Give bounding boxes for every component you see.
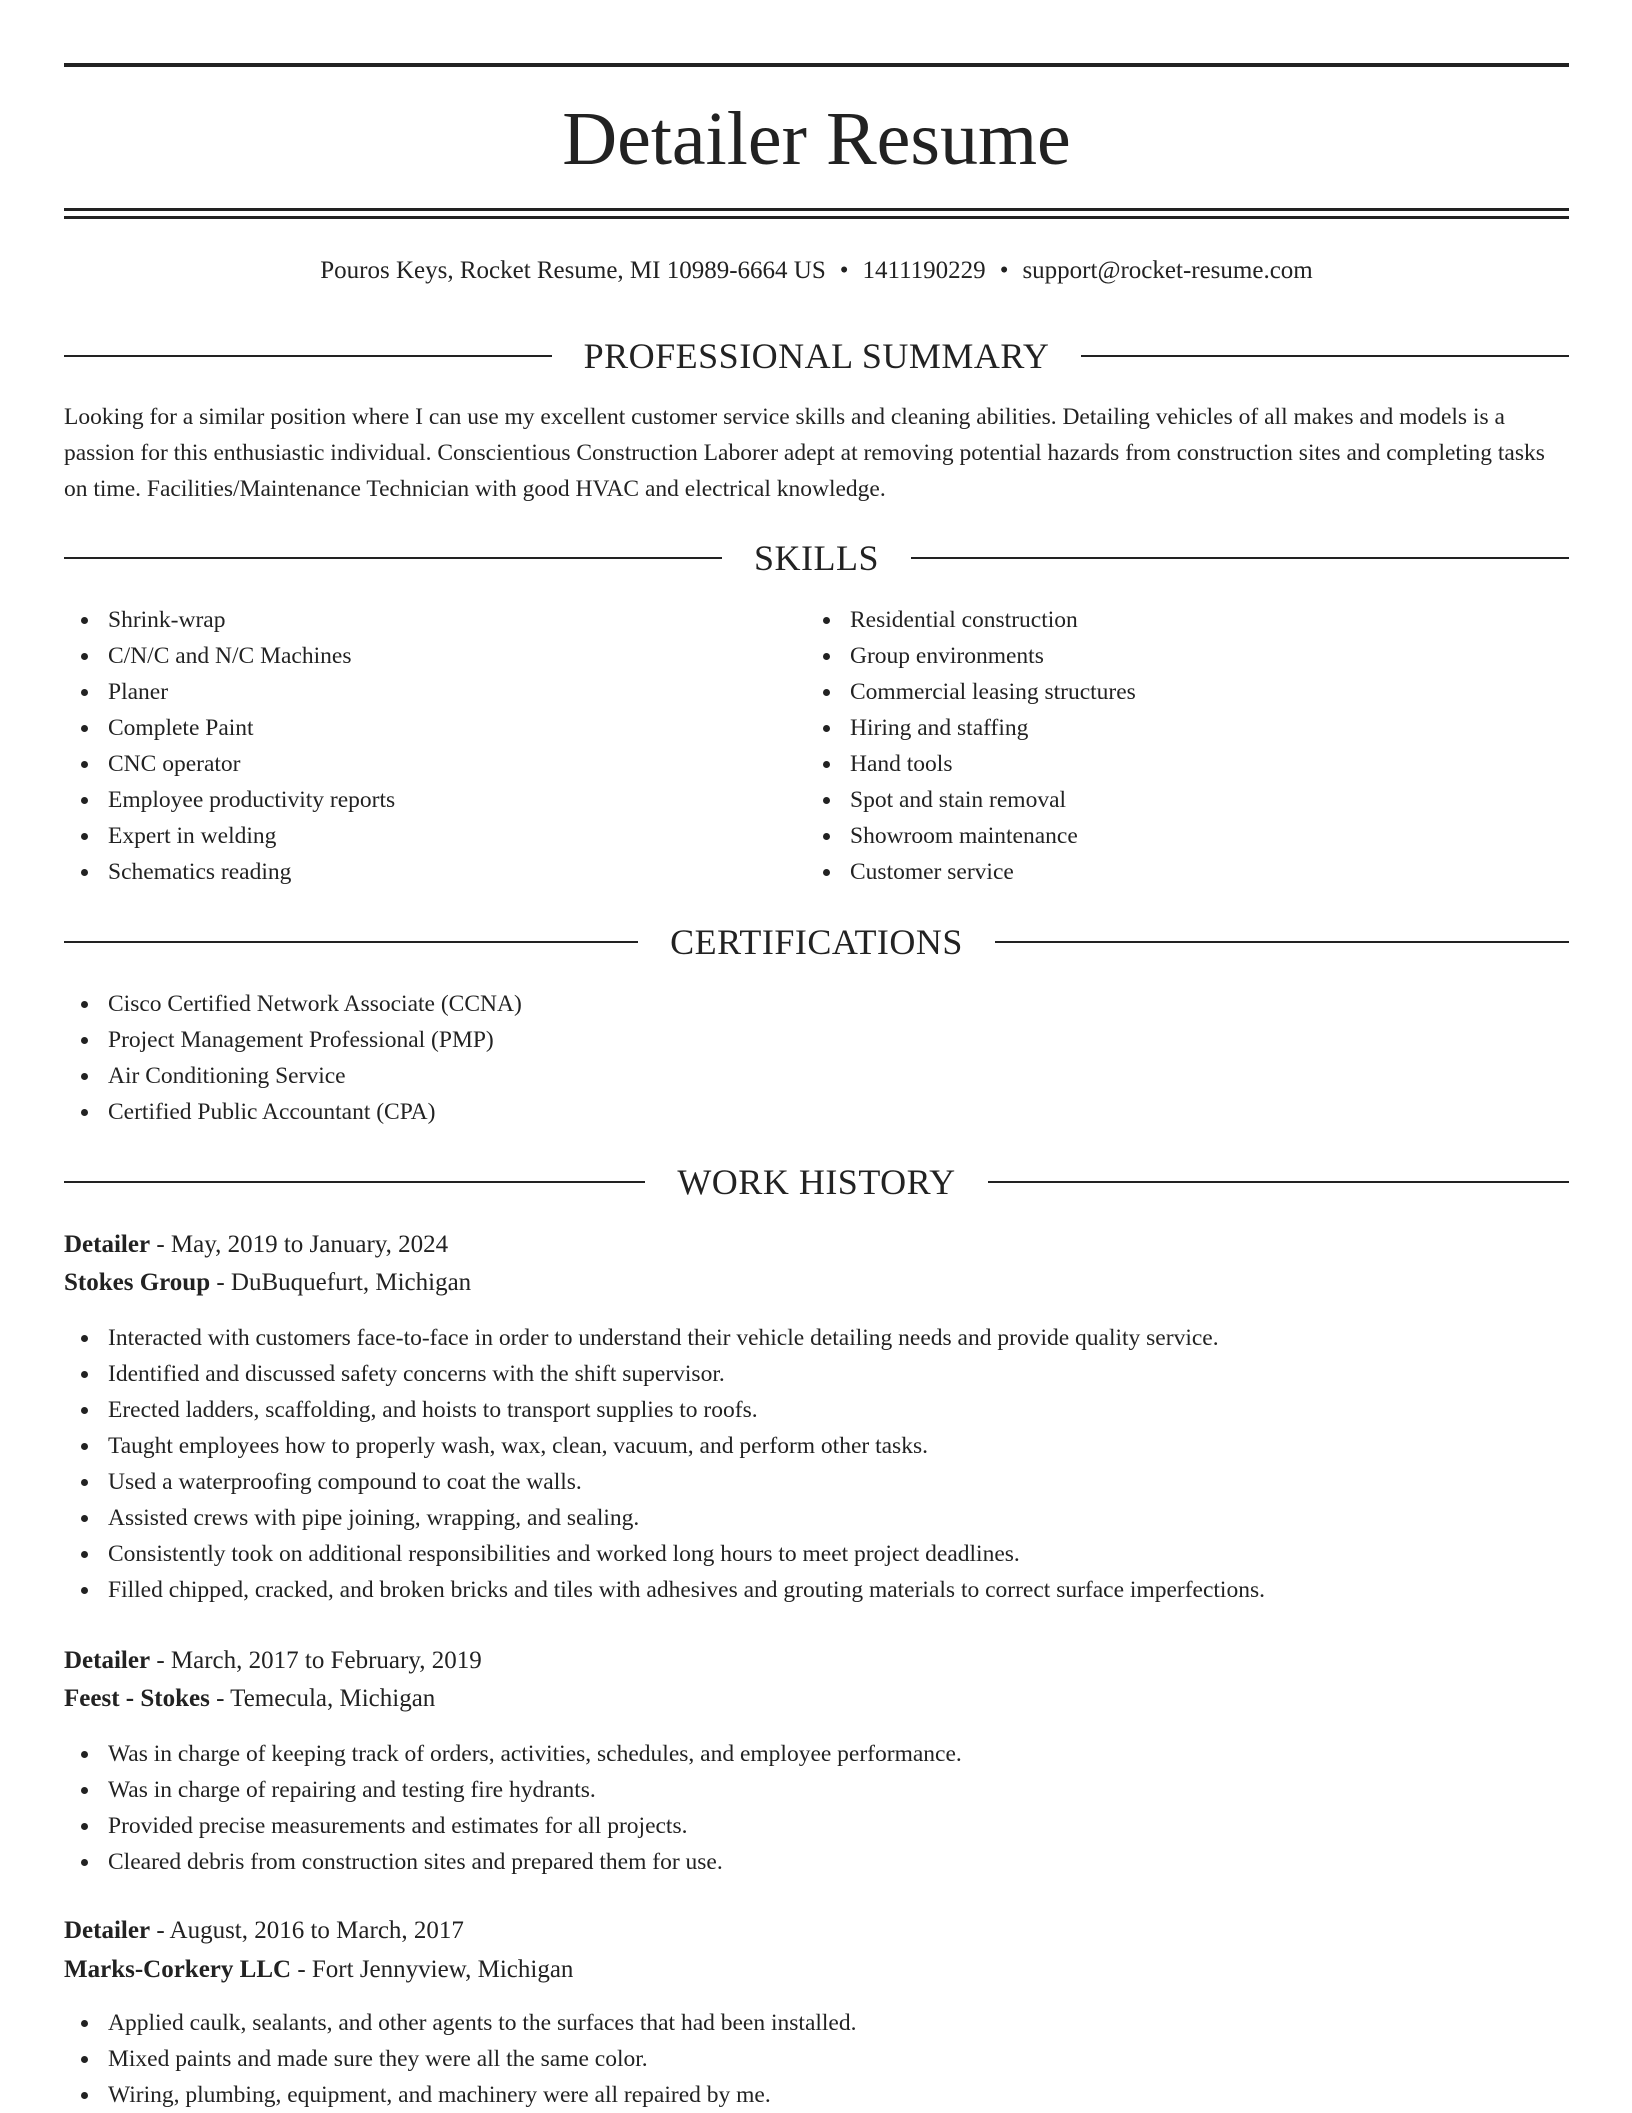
job-role: Detailer	[64, 1647, 151, 1674]
contact-separator: •	[839, 257, 849, 284]
skill-item: Showroom maintenance	[806, 818, 1136, 854]
heading-rule-left	[64, 941, 638, 943]
certification-item: Certified Public Accountant (CPA)	[64, 1094, 522, 1130]
skills-list-right	[806, 602, 1136, 890]
heading-rule-left	[64, 557, 722, 559]
job-bullet: Applied caulk, sealants, and other agents to the surfaces that had been installed.	[64, 2005, 857, 2041]
skill-item: Schematics reading	[64, 854, 395, 890]
job-bullets	[64, 2005, 857, 2113]
certifications-list	[64, 986, 522, 1130]
job-location: - Fort Jennyview, Michigan	[291, 1956, 574, 1983]
job-location: - Temecula, Michigan	[209, 1685, 436, 1712]
job-bullet: Filled chipped, cracked, and broken bricks and tiles with adhesives and grouting materials to correct surface imperfections.	[64, 1572, 1265, 1608]
heading-rule-right	[988, 1181, 1569, 1183]
skills-heading	[64, 536, 1569, 580]
job-dates: - August, 2016 to March, 2017	[150, 1917, 464, 1944]
section-title: PROFESSIONAL SUMMARY	[583, 336, 1050, 376]
section-title: WORK HISTORY	[677, 1162, 956, 1202]
job-title-line	[64, 1226, 448, 1264]
job-title-line	[64, 1642, 482, 1680]
certifications-heading	[64, 920, 1569, 964]
job-bullet: Mixed paints and made sure they were all the same color.	[64, 2041, 857, 2077]
skill-item: Complete Paint	[64, 710, 395, 746]
job-company-line	[64, 1264, 471, 1302]
summary-heading	[64, 334, 1569, 378]
contact-separator: •	[999, 257, 1009, 284]
skill-item: Hand tools	[806, 746, 1136, 782]
skill-item: Group environments	[806, 638, 1136, 674]
job-bullet: Consistently took on additional responsibilities and worked long hours to meet project deadlines.	[64, 1536, 1265, 1572]
heading-rule-left	[64, 1181, 645, 1183]
skill-item: Employee productivity reports	[64, 782, 395, 818]
heading-rule-right	[995, 941, 1569, 943]
job-role: Detailer	[64, 1917, 151, 1944]
job-company: Feest - Stokes	[64, 1685, 210, 1712]
contact-phone: 1411190229	[862, 257, 986, 284]
certification-item: Air Conditioning Service	[64, 1058, 522, 1094]
job-company: Stokes Group	[64, 1269, 211, 1296]
job-bullet: Identified and discussed safety concerns with the shift supervisor.	[64, 1356, 1265, 1392]
title-underline-top	[64, 208, 1569, 211]
skill-item: Commercial leasing structures	[806, 674, 1136, 710]
job-bullets	[64, 1320, 1265, 1608]
job-bullet: Provided precise measurements and estimates for all projects.	[64, 1808, 962, 1844]
job-bullet: Was in charge of repairing and testing fire hydrants.	[64, 1772, 962, 1808]
job-location: - DuBuquefurt, Michigan	[210, 1269, 472, 1296]
skill-item: Residential construction	[806, 602, 1136, 638]
job-company: Marks-Corkery LLC	[64, 1956, 292, 1983]
job-bullet: Wiring, plumbing, equipment, and machinery were all repaired by me.	[64, 2077, 857, 2113]
title-underline-bottom	[64, 216, 1569, 219]
skill-item: Hiring and staffing	[806, 710, 1136, 746]
job-bullet: Assisted crews with pipe joining, wrapping, and sealing.	[64, 1500, 1265, 1536]
job-company-line	[64, 1680, 435, 1718]
certification-item: Project Management Professional (PMP)	[64, 1022, 522, 1058]
section-title: SKILLS	[754, 538, 880, 578]
skill-item: Spot and stain removal	[806, 782, 1136, 818]
job-bullet: Was in charge of keeping track of orders, activities, schedules, and employee performance.	[64, 1736, 962, 1772]
work-history-heading	[64, 1160, 1569, 1204]
skill-item: Expert in welding	[64, 818, 395, 854]
heading-rule-left	[64, 355, 552, 357]
job-bullet: Erected ladders, scaffolding, and hoists to transport supplies to roofs.	[64, 1392, 1265, 1428]
job-bullet: Used a waterproofing compound to coat the walls.	[64, 1464, 1265, 1500]
heading-rule-right	[911, 557, 1569, 559]
skill-item: C/N/C and N/C Machines	[64, 638, 395, 674]
page-title: Detailer Resume	[562, 97, 1071, 181]
job-title-line	[64, 1912, 464, 1950]
section-title: CERTIFICATIONS	[670, 922, 963, 962]
skill-item: CNC operator	[64, 746, 395, 782]
summary-text: Looking for a similar position where I can use my excellent customer service skills and cleaning abilities. Detailing vehicles of all makes and models is a passion for this enthusiastic individual. Conscientious Construction Laborer adept at removing potential hazards from construction sites and completing tasks on time. Facilities/Maintenance Technician with good HVAC and electrical knowledge.	[64, 404, 1545, 502]
contact-line	[64, 255, 1569, 287]
skill-item: Shrink-wrap	[64, 602, 395, 638]
skill-item: Planer	[64, 674, 395, 710]
skills-list-left	[64, 602, 395, 890]
heading-rule-right	[1081, 355, 1569, 357]
job-role: Detailer	[64, 1231, 151, 1258]
contact-email[interactable]: support@rocket-resume.com	[1022, 257, 1313, 284]
job-bullet: Taught employees how to properly wash, wax, clean, vacuum, and perform other tasks.	[64, 1428, 1265, 1464]
job-bullets	[64, 1736, 962, 1880]
certification-item: Cisco Certified Network Associate (CCNA)	[64, 986, 522, 1022]
job-dates: - March, 2017 to February, 2019	[150, 1647, 482, 1674]
job-bullet: Interacted with customers face-to-face in order to understand their vehicle detailing needs and provide quality service.	[64, 1320, 1265, 1356]
skill-item: Customer service	[806, 854, 1136, 890]
top-rule	[64, 63, 1569, 67]
job-bullet: Cleared debris from construction sites and prepared them for use.	[64, 1844, 962, 1880]
job-dates: - May, 2019 to January, 2024	[150, 1231, 449, 1258]
contact-address: Pouros Keys, Rocket Resume, MI 10989-6664 US	[320, 257, 826, 284]
job-company-line	[64, 1951, 573, 1989]
